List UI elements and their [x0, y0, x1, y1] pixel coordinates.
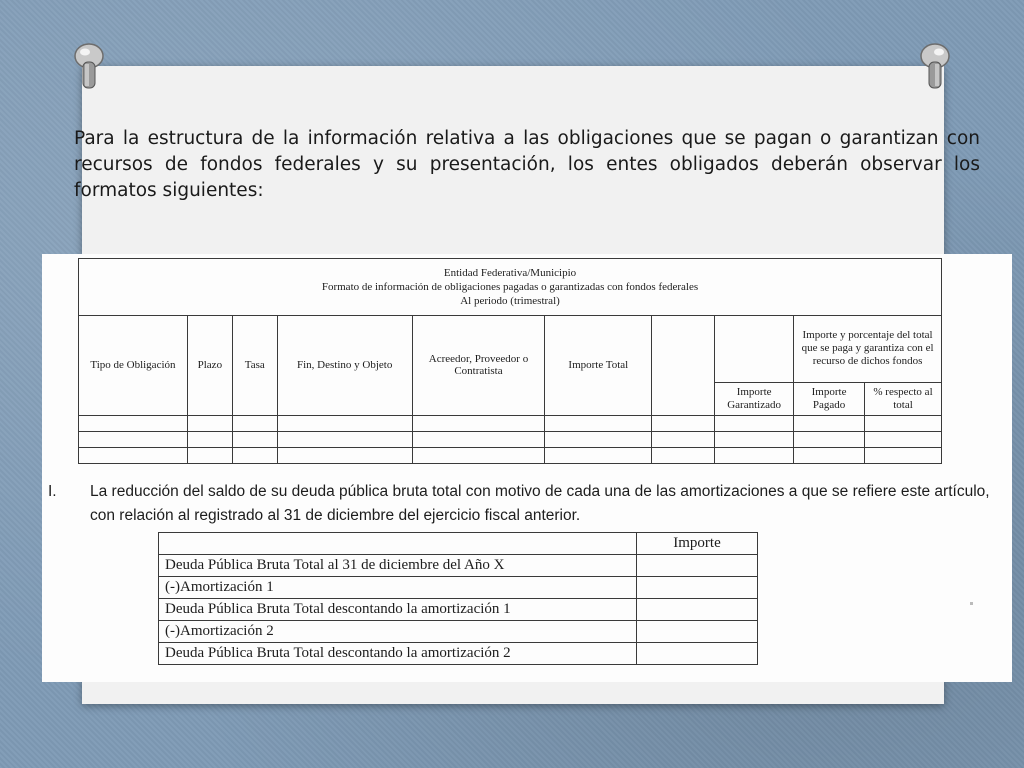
title-line: Formato de información de obligaciones pagadas o garantizadas con fondos federales — [321, 280, 699, 293]
col-group-importe-porcentaje: Importe y porcentaje del total que se paga y garantiza con el recurso de dichos fondos — [794, 315, 942, 382]
item-number: I. — [48, 483, 57, 500]
table-row — [159, 599, 758, 621]
debt-table — [158, 532, 758, 665]
debt-row-label: Deuda Pública Bruta Total al 31 de diciembre del Año X — [159, 555, 637, 577]
col-importe: Importe — [637, 533, 758, 555]
col-porcentaje: % respecto al total — [865, 382, 942, 415]
table-row — [79, 431, 942, 447]
col-importe-pagado: Importe Pagado — [794, 382, 865, 415]
col-tasa: Tasa — [232, 315, 277, 415]
col-importe-garantizado: Importe Garantizado — [715, 382, 794, 415]
debt-row-value — [637, 555, 758, 577]
table-row — [79, 415, 942, 431]
col-tipo-obligacion: Tipo de Obligación — [79, 315, 188, 415]
title-line: Entidad Federativa/Municipio — [443, 266, 577, 279]
debt-row-value — [637, 599, 758, 621]
debt-row-label: (-)Amortización 2 — [159, 621, 637, 643]
title-line: Al periodo (trimestral) — [460, 294, 560, 307]
table-row — [159, 643, 758, 665]
col-acreedor: Acreedor, Proveedor o Contratista — [412, 315, 545, 415]
table-row — [159, 621, 758, 643]
scanned-document — [42, 254, 1012, 682]
pushpin-icon — [918, 42, 952, 94]
intro-paragraph: Para la estructura de la información relativa a las obligaciones que se pagan o garantizan con recursos de fondos federales y su presentación, los entes obligados deberán observar los formatos siguientes: — [74, 128, 980, 201]
col-importe-total: Importe Total — [545, 315, 652, 415]
debt-row-label: Deuda Pública Bruta Total descontando la amortización 2 — [159, 643, 637, 665]
col-fin-destino: Fin, Destino y Objeto — [277, 315, 412, 415]
debt-row-label: (-)Amortización 1 — [159, 577, 637, 599]
col-blank-2 — [715, 315, 794, 382]
obligations-format-table — [78, 258, 942, 464]
table-row — [159, 555, 758, 577]
format-table-title — [79, 259, 942, 316]
debt-row-value — [637, 621, 758, 643]
col-plazo: Plazo — [187, 315, 232, 415]
col-blank-1 — [652, 315, 715, 415]
debt-row-value — [637, 577, 758, 599]
table-row — [159, 577, 758, 599]
item-text: La reducción del saldo de su deuda pública bruta total con motivo de cada una de las amortizaciones a que se refiere este artículo, con relación al registrado al 31 de diciembre del ejercicio fiscal anterior. — [90, 483, 990, 524]
debt-row-label: Deuda Pública Bruta Total descontando la amortización 1 — [159, 599, 637, 621]
table-row — [79, 447, 942, 463]
debt-table-blank-header — [159, 533, 637, 555]
scan-speck — [970, 602, 973, 605]
debt-row-value — [637, 643, 758, 665]
pushpin-icon — [72, 42, 106, 94]
